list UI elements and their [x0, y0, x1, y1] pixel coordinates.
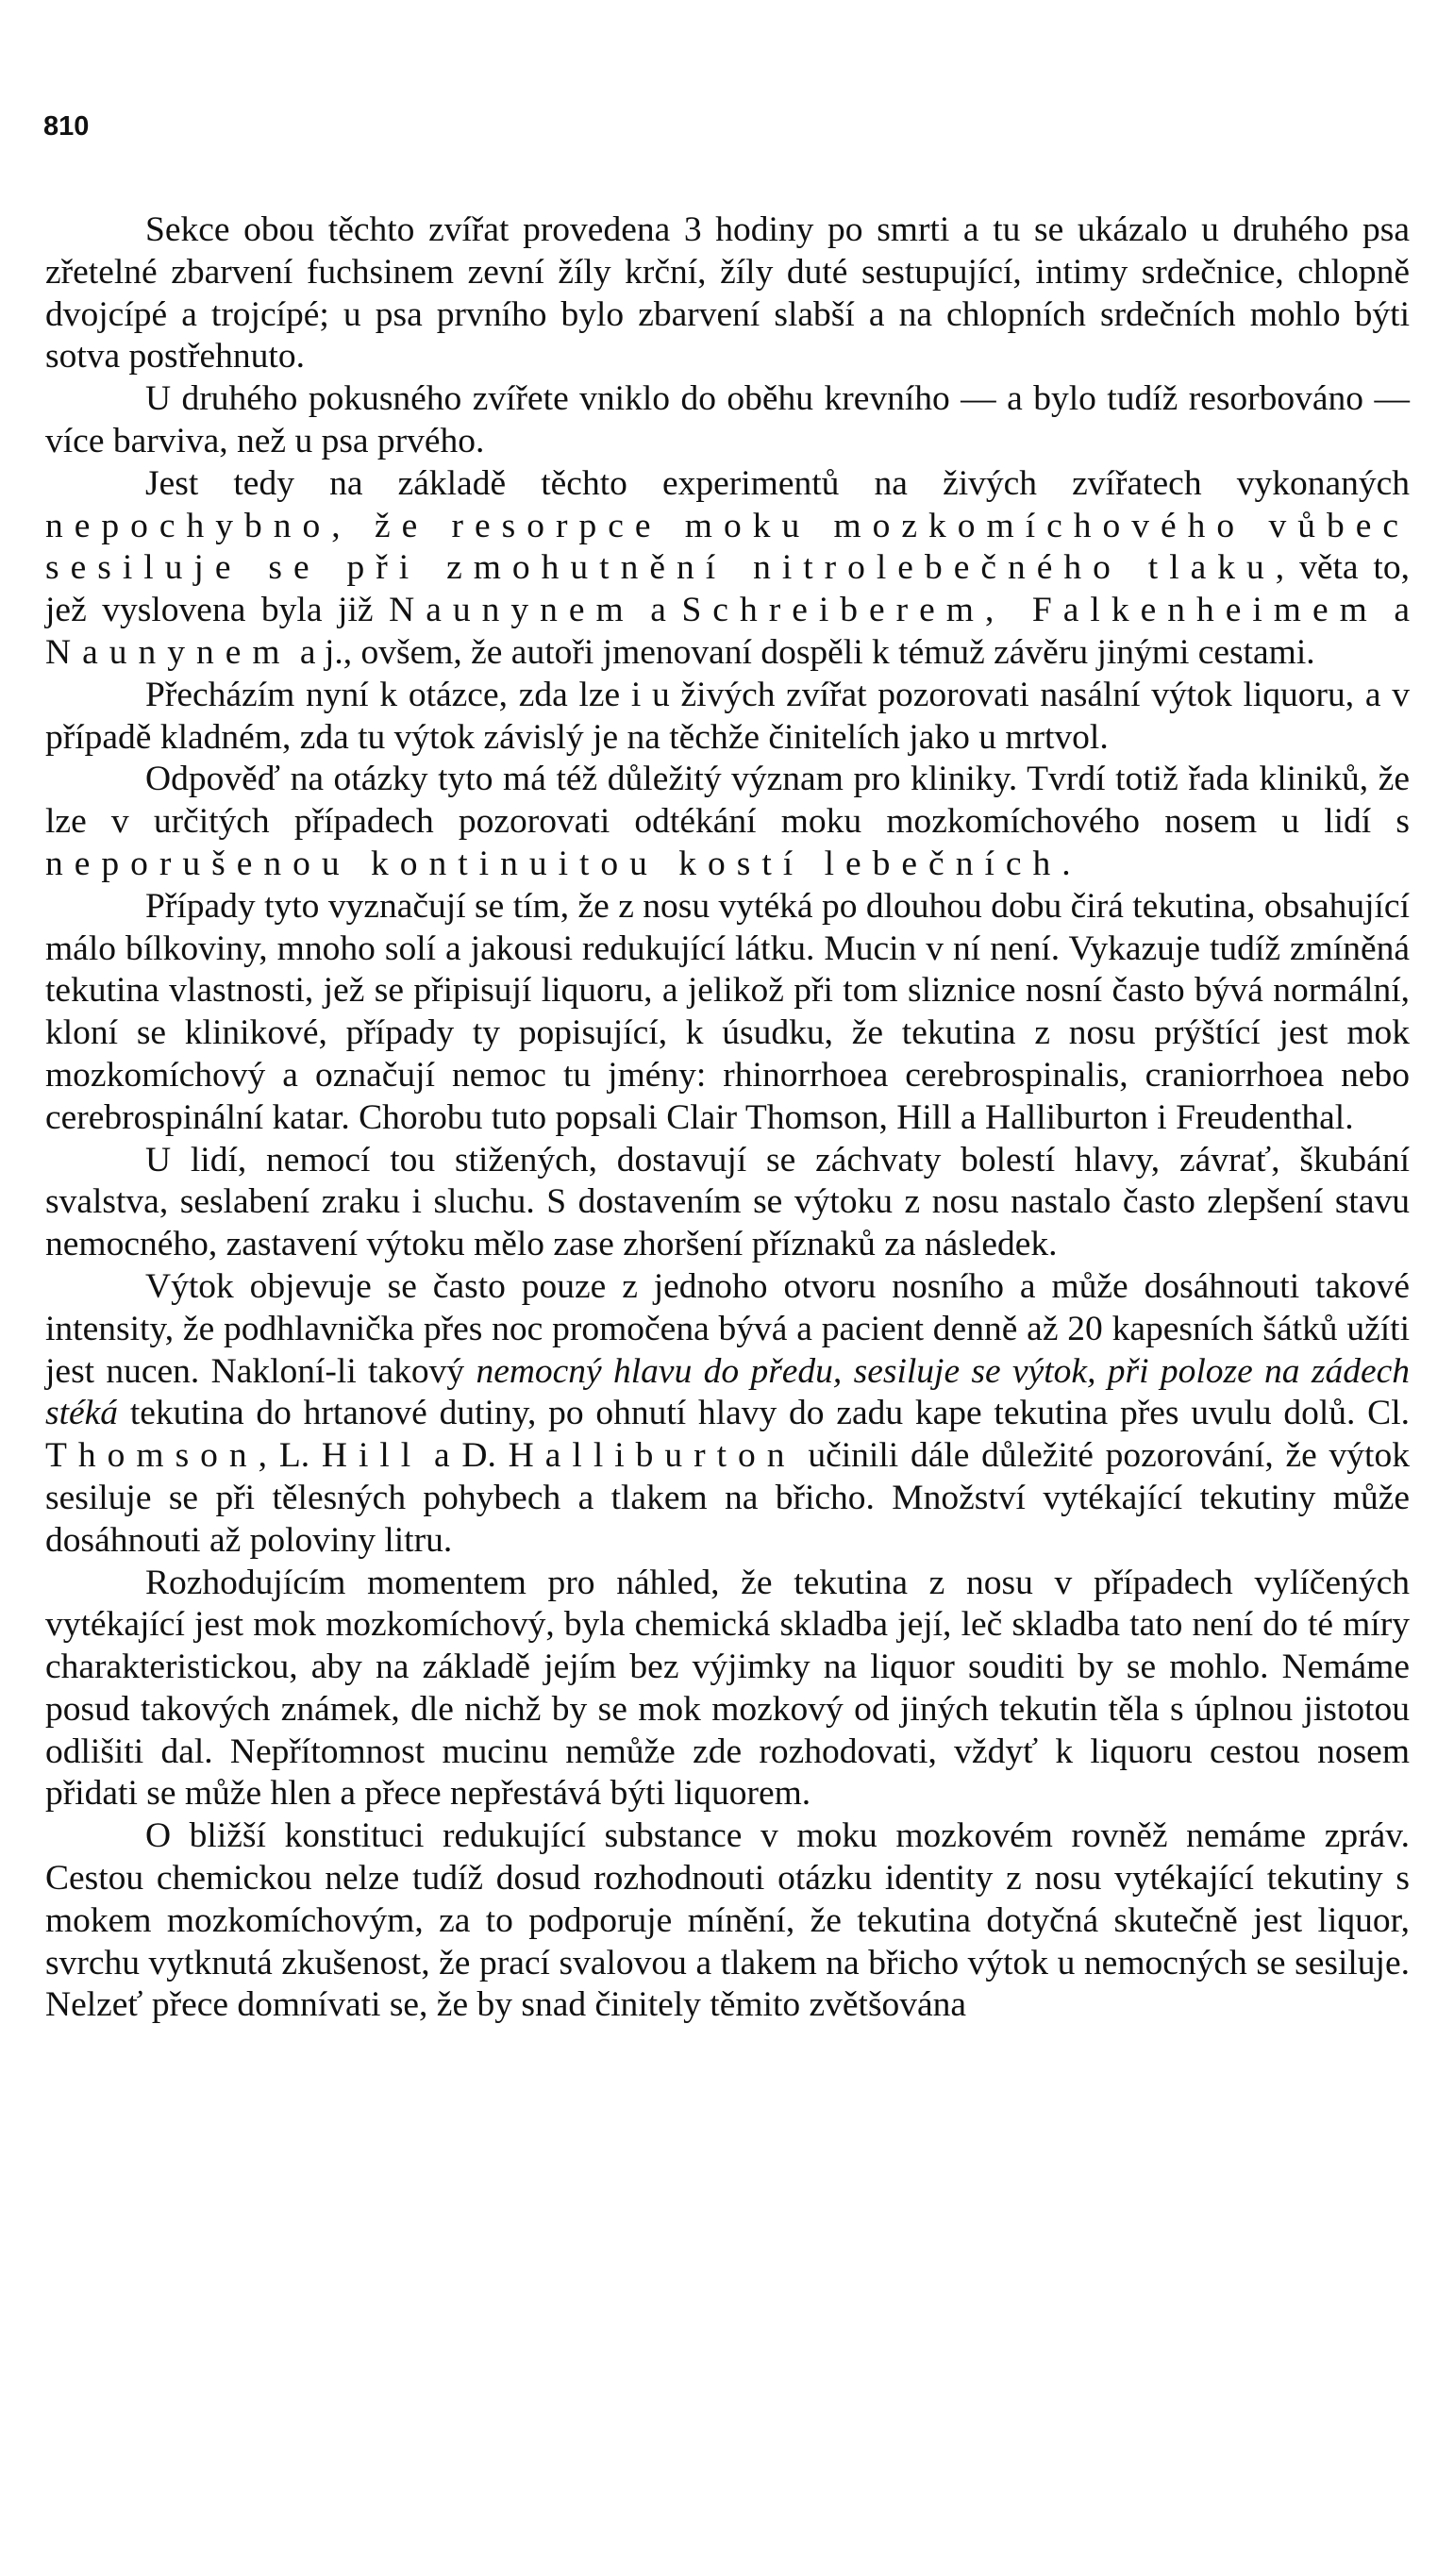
- paragraph: [45, 209, 1410, 378]
- spaced-emphasis-text: Thomson: [45, 1436, 259, 1476]
- paragraph-text: Přecházím nyní k otázce, zda lze i u živých zvířat pozorovati nasální výtok liquoru, a v případě kladném, zda tu výtok závislý je na těchže činitelích jako u mrtvol.: [45, 675, 1410, 757]
- paragraph-text: O bližší konstituci redukující substance v moku mozkovém rovněž nemáme zpráv. Cestou chemickou nelze tudíž dosud rozhodnouti otázku identity z nosu vytékající tekutiny s mokem mozkomíchovým, za to podporuje mínění, že tekutina dotyčná skutečně jest liquor, svrchu vytknutá zkušenost, že prací svalovou a tlakem na břicho výtok u nemocných se sesiluje. Nelzeť přece domnívati se, že by snad činitely těmito zvětšována: [45, 1816, 1410, 2025]
- body-text: [45, 209, 1410, 2027]
- paragraph: [45, 463, 1410, 675]
- paragraph-text: U lidí, nemocí tou stižených, dostavují se záchvaty bolestí hlavy, závrať, škubání svalstva, seslabení zraku i sluchu. S dostavením se výtoku z nosu nastalo často zlepšení stavu nemocného, zastavení výtoku mělo zase zhoršení příznaků za následek.: [45, 1140, 1410, 1264]
- paragraph: [45, 759, 1410, 885]
- spaced-emphasis-text: Naunynem: [45, 632, 292, 672]
- spaced-emphasis-text: Naunynem: [389, 591, 635, 630]
- paragraph: [45, 1563, 1410, 1816]
- spaced-emphasis-text: Schreiberem, Falkenheimem: [681, 591, 1379, 630]
- paragraph-text: U druhého pokusného zvířete vniklo do oběhu krevního — a bylo tudíž resorbováno — více barviva, než u psa prvého.: [45, 379, 1410, 460]
- paragraph-text: Rozhodujícím momentem pro náhled, že tekutina z nosu v případech vylíčených vytékající jest mok mozkomíchový, byla chemická skladba její, leč skladba tato není do té míry charakteristickou, aby na základě jejím bez výjimky na liquor souditi by se mohlo. Nemáme posud takových známek, dle nichž by se mok mozkový od jiných tekutin těla s úplnou jistotou odlišiti dal. Nepřítomnost mucinu nemůže zde rozhodovati, vždyť k liquoru cestou nosem přidati se může hlen a přece nepřestává býti liquorem.: [45, 1563, 1410, 1814]
- paragraph-text: Výtok objevuje se často pouze z jednoho otvoru nosního a může dosáhnouti takové intensity, že podhlavnička přes noc promočena bývá a pacient denně až 20 kapesních šátků užíti jest nucen. Nakloní-li takový: [45, 1266, 1410, 1391]
- spaced-emphasis-text: Halliburton: [508, 1436, 796, 1476]
- paragraph-text: a: [1378, 591, 1410, 630]
- italic-text: nemocný hlavu do předu, sesiluje se výtok, při poloze na zádech stéká: [45, 1351, 1410, 1433]
- spaced-emphasis-text: neporušenou kontinuitou kostí lebečních: [45, 844, 1062, 883]
- paragraph-text: a D.: [422, 1436, 509, 1476]
- paragraph-text: učinili dále důležité pozorování, že výtok sesiluje se při tělesných pohybech a tlakem na břicho. Množství vytékající tekutiny může dosáhnouti až poloviny litru.: [45, 1436, 1410, 1560]
- paragraph: [45, 1266, 1410, 1563]
- paragraph-text: Případy tyto vyznačují se tím, že z nosu vytéká po dlouhou dobu čirá tekutina, obsahující málo bílkoviny, mnoho solí a jakousi redukující látku. Mucin v ní není. Vykazuje tudíž zmíněná tekutina vlastnosti, jež se připisují liquoru, a jelikož při tom sliznice nosní často bývá normální, kloní se klinikové, případy ty popisující, k úsudku, že tekutina z nosu prýštící jest mok mozkomíchový a označují nemoc tu jmény: rhinorrhoea cerebrospinalis, craniorrhoea nebo cerebrospinální katar. Chorobu tuto popsali Clair Thomson, Hill a Halliburton i Freudenthal.: [45, 886, 1410, 1137]
- paragraph: [45, 886, 1410, 1140]
- paragraph-text: Odpověď na otázky tyto má též důležitý význam pro kliniky. Tvrdí totiž řada kliniků, že lze v určitých případech pozorovati odtékání moku mozkomíchového nosem u lidí s: [45, 760, 1410, 842]
- paragraph-text: a j., ovšem, že autoři jmenovaní dospěli k témuž závěru jinými cestami.: [291, 632, 1315, 672]
- paragraph-text: .: [1061, 844, 1071, 883]
- paragraph: [45, 1140, 1410, 1266]
- paragraph-text: a: [634, 591, 682, 630]
- spaced-emphasis-text: Hill: [321, 1436, 423, 1476]
- paragraph-text: Sekce obou těchto zvířat provedena 3 hodiny po smrti a tu se ukázalo u druhého psa zřetelné zbarvení fuchsinem zevní žíly krční, žíly duté sestupující, intimy srdečnice, chlopně dvojcípé a trojcípé; u psa prvního bylo zbarvení slabší a na chlopních srdečních mohlo býti sotva postřehnuto.: [45, 210, 1410, 376]
- paragraph-text: , věta to, jež vyslovena byla již: [45, 548, 1410, 630]
- paragraph-text: Jest tedy na základě těchto experimentů na živých zvířatech vykonaných: [145, 463, 1410, 503]
- page-number: 810: [43, 111, 90, 142]
- paragraph: [45, 378, 1410, 463]
- paragraph: [45, 675, 1410, 760]
- spaced-emphasis-text: nepochybno, že resorpce moku mozkomíchového vůbec sesiluje se při zmohutnění nitrolebečného tlaku: [45, 506, 1410, 588]
- paragraph-text: tekutina do hrtanové dutiny, po ohnutí hlavy do zadu kape tekutina přes uvulu dolů. Cl.: [118, 1394, 1410, 1433]
- paragraph-text: , L.: [258, 1436, 322, 1476]
- paragraph: [45, 1815, 1410, 2027]
